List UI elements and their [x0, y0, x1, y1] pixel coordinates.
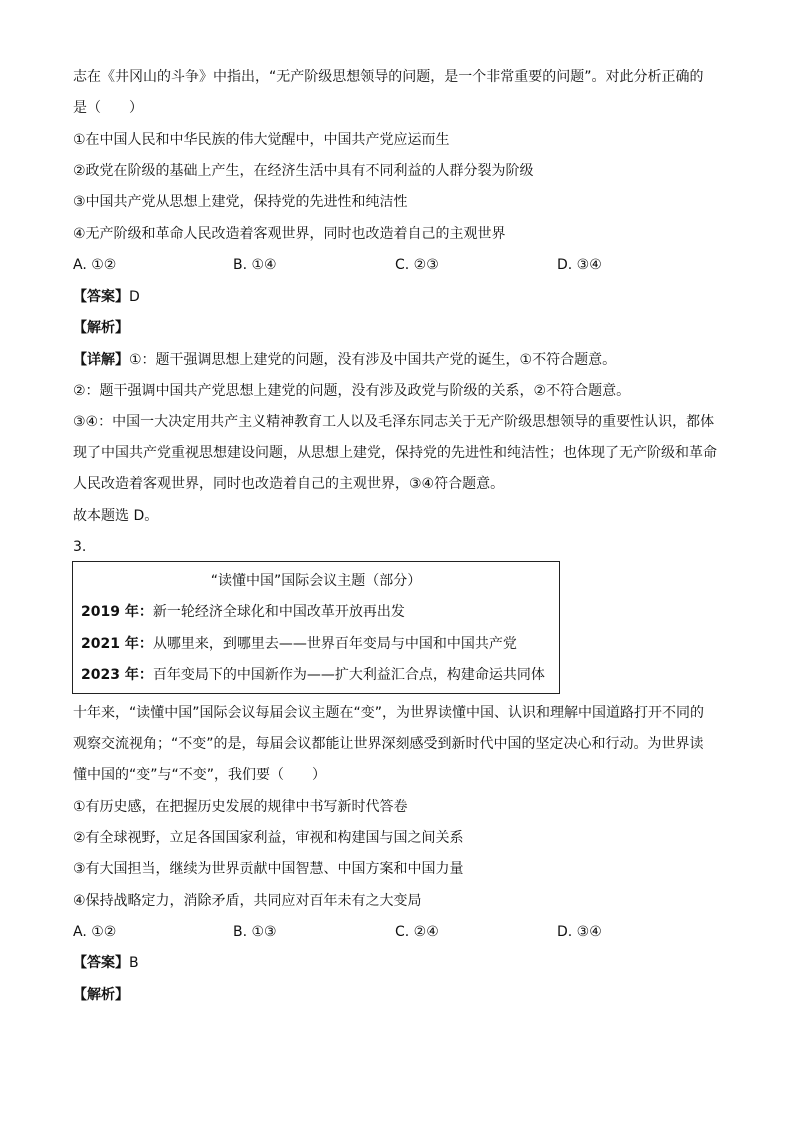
theme-box-title: “读懂中国”国际会议主题（部分）	[210, 573, 422, 589]
detail-text: ①：题干强调思想上建党的问题，没有涉及中国共产党的诞生，①不符合题意。	[129, 352, 617, 368]
q2-conclusion: 故本题选 D。	[73, 508, 159, 524]
answer-value: B	[129, 955, 139, 971]
q2-stem-line-1: 志在《井冈山的斗争》中指出，“无产阶级思想领导的问题，是一个非常重要的问题”。对此分析正确的	[73, 69, 704, 85]
q3-option-a: A. ①②	[73, 924, 117, 940]
q2-option-b: B. ①④	[233, 257, 277, 273]
q3-stem-line-1: 十年来，“读懂中国”国际会议每届会议主题在“变”，为世界读懂中国、认识和理解中国道路打开不同的	[73, 705, 705, 721]
q2-analysis-label: 【解析】	[73, 320, 129, 336]
answer-value: D	[129, 289, 140, 305]
q2-detail-line-3: ③④：中国一大决定用共产主义精神教育工人以及毛泽东同志关于无产阶级思想领导的重要性认识，都体	[73, 414, 715, 430]
q2-stem-line-2: 是（ ）	[73, 100, 143, 116]
theme-text: 新一轮经济全球化和中国改革开放再出发	[152, 604, 405, 620]
q3-statement-2: ②有全球视野，立足各国国家利益，审视和构建国与国之间关系	[73, 830, 464, 846]
q2-statement-4: ④无产阶级和革命人民改造着客观世界，同时也改造着自己的主观世界	[73, 226, 506, 242]
q2-detail-line-1	[73, 351, 616, 369]
q3-option-b: B. ①③	[233, 924, 277, 940]
q3-stem-line-3: 懂中国的“变”与“不变”，我们要（ ）	[73, 767, 327, 783]
q3-stem-line-2: 观察交流视角；“不变”的是，每届会议都能让世界深刻感受到新时代中国的坚定决心和行动。为世界读	[73, 736, 704, 752]
q2-option-c: C. ②③	[395, 257, 439, 273]
q2-statement-3: ③中国共产党从思想上建党，保持党的先进性和纯洁性	[73, 194, 408, 210]
q3-answer	[73, 954, 139, 972]
q2-statement-2: ②政党在阶级的基础上产生，在经济生活中具有不同利益的人群分裂为阶级	[73, 163, 534, 179]
q2-statement-1: ①在中国人民和中华民族的伟大觉醒中，中国共产党应运而生	[73, 132, 450, 148]
q2-option-d: D. ③④	[557, 257, 602, 273]
theme-year: 2023 年：	[81, 667, 153, 683]
theme-text: 百年变局下的中国新作为——扩大利益汇合点，构建命运共同体	[152, 667, 545, 683]
q3-option-d: D. ③④	[557, 924, 602, 940]
theme-year: 2021 年：	[81, 636, 153, 652]
q3-number: 3.	[73, 539, 87, 555]
q3-statement-1: ①有历史感，在把握历史发展的规律中书写新时代答卷	[73, 799, 408, 815]
q3-statement-3: ③有大国担当，继续为世界贡献中国智慧、中国方案和中国力量	[73, 861, 464, 877]
theme-row-2019	[81, 603, 405, 621]
detail-label: 【详解】	[73, 352, 129, 368]
q2-option-a: A. ①②	[73, 257, 117, 273]
q2-detail-line-2: ②：题干强调中国共产党思想上建党的问题，没有涉及政党与阶级的关系，②不符合题意。	[73, 383, 631, 399]
q3-analysis-label: 【解析】	[73, 987, 129, 1003]
theme-text: 从哪里来，到哪里去——世界百年变局与中国和中国共产党	[152, 636, 517, 652]
q2-answer	[73, 288, 140, 306]
answer-label: 【答案】	[73, 955, 129, 971]
theme-year: 2019 年：	[81, 604, 153, 620]
q2-detail-line-4: 现了中国共产党重视思想建设问题，从思想上建党，保持党的先进性和纯洁性；也体现了无产阶级和革命	[73, 445, 717, 461]
theme-row-2023	[81, 666, 545, 684]
answer-label: 【答案】	[73, 289, 129, 305]
theme-row-2021	[81, 635, 517, 653]
q3-statement-4: ④保持战略定力，消除矛盾，共同应对百年未有之大变局	[73, 893, 422, 909]
q3-theme-box	[72, 561, 560, 694]
q2-detail-line-5: 人民改造着客观世界，同时也改造着自己的主观世界，③④符合题意。	[73, 476, 505, 492]
q3-option-c: C. ②④	[395, 924, 439, 940]
